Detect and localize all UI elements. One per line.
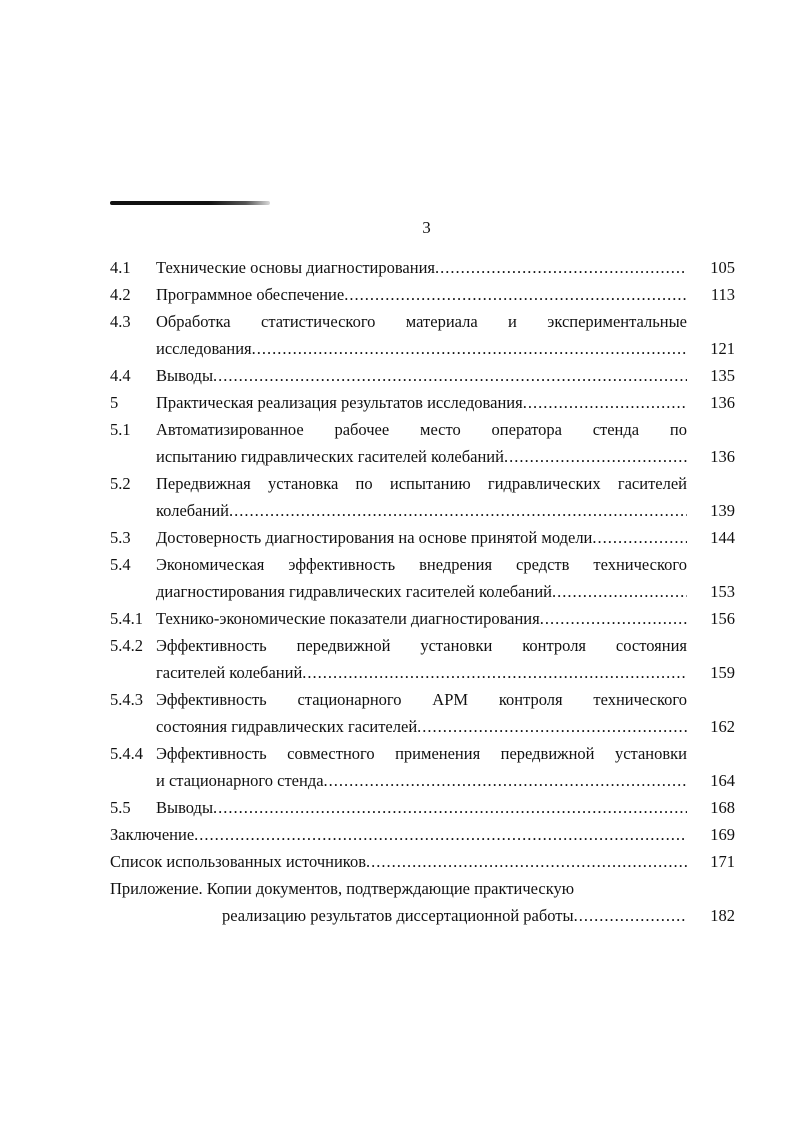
toc-entry-number: 5.5 [110, 798, 131, 817]
toc-entry-title: Выводы [156, 366, 214, 385]
toc-entry-references[interactable] [110, 848, 735, 875]
dot-leader [366, 848, 687, 875]
toc-entry-title: Обработка статистического материала и экспериментальные [156, 312, 687, 331]
toc-entry-page: 182 [710, 906, 735, 925]
toc-entry-title-cont: испытанию гидравлических гасителей колебаний [156, 447, 504, 466]
toc-entry-5-4-4[interactable] [110, 740, 735, 794]
dot-leader [213, 794, 687, 821]
toc-entry-5-5[interactable] [110, 794, 735, 821]
toc-entry-number: 5 [110, 393, 119, 412]
toc-entry-5-4-1[interactable] [110, 605, 735, 632]
toc-entry-page: 139 [710, 501, 735, 520]
scan-artifact-bar [110, 201, 270, 205]
toc-entry-appendix[interactable] [110, 875, 735, 929]
toc-entry-title-cont: реализацию результатов диссертационной работы [222, 906, 574, 925]
toc-entry-number: 4.1 [110, 258, 131, 277]
toc-entry-page: 121 [710, 339, 735, 358]
dot-leader [504, 443, 687, 470]
toc-entry-title-cont: диагностирования гидравлических гасителей колебаний [156, 582, 552, 601]
toc-entry-page: 153 [710, 582, 735, 601]
toc-entry-5-3[interactable] [110, 524, 735, 551]
toc-entry-4-1[interactable] [110, 254, 735, 281]
dot-leader [213, 362, 687, 389]
toc-entry-title: Передвижная установка по испытанию гидравлических гасителей [156, 474, 687, 493]
toc-entry-title: Экономическая эффективность внедрения средств технического [156, 555, 687, 574]
toc-entry-5[interactable] [110, 389, 735, 416]
toc-entry-number: 5.4.4 [110, 744, 143, 763]
toc-entry-conclusion[interactable] [110, 821, 735, 848]
toc-entry-title: Список использованных источников [110, 852, 366, 871]
toc-entry-page: 135 [710, 366, 735, 385]
toc-entry-page: 105 [710, 258, 735, 277]
toc-entry-number: 5.4.1 [110, 609, 143, 628]
toc-entry-4-4[interactable] [110, 362, 735, 389]
toc-entry-page: 168 [710, 798, 735, 817]
toc-entry-title-cont: и стационарного стенда [156, 771, 324, 790]
toc-entry-number: 4.3 [110, 312, 131, 331]
toc-entry-title: Программное обеспечение [156, 285, 345, 304]
dot-leader [552, 578, 687, 605]
toc-entry-number: 5.4 [110, 555, 131, 574]
toc-entry-number: 5.1 [110, 420, 131, 439]
toc-entry-title: Приложение. Копии документов, подтверждающие практическую [110, 879, 575, 898]
toc-entry-page: 171 [710, 852, 735, 871]
toc-entry-page: 156 [710, 609, 735, 628]
toc-entry-page: 136 [710, 447, 735, 466]
dot-leader [194, 821, 687, 848]
toc-entry-title: Заключение [110, 825, 195, 844]
toc-entry-title: Практическая реализация результатов исследования [156, 393, 523, 412]
toc-entry-5-4-3[interactable] [110, 686, 735, 740]
dot-leader [435, 254, 687, 281]
toc-entry-number: 4.2 [110, 285, 131, 304]
dot-leader [324, 767, 687, 794]
dot-leader [229, 497, 687, 524]
toc-entry-number: 5.2 [110, 474, 131, 493]
page-number: 3 [422, 218, 431, 237]
toc-entry-page: 169 [710, 825, 735, 844]
toc-entry-number: 5.4.3 [110, 690, 143, 709]
toc-entry-title-cont: исследования [156, 339, 252, 358]
table-of-contents [110, 254, 735, 929]
toc-entry-title-cont: гасителей колебаний [156, 663, 303, 682]
toc-entry-number: 5.4.2 [110, 636, 143, 655]
toc-entry-title: Автоматизированное рабочее место оператора стенда по [156, 420, 687, 439]
toc-entry-4-2[interactable] [110, 281, 735, 308]
dot-leader [344, 281, 687, 308]
dot-leader [592, 524, 687, 551]
dot-leader [574, 902, 687, 929]
toc-entry-title: Выводы [156, 798, 214, 817]
dot-leader [302, 659, 687, 686]
toc-entry-title: Эффективность передвижной установки контроля состояния [156, 636, 687, 655]
toc-entry-page: 144 [710, 528, 735, 547]
toc-entry-title: Технические основы диагностирования [156, 258, 436, 277]
toc-entry-page: 162 [710, 717, 735, 736]
toc-entry-5-4[interactable] [110, 551, 735, 605]
toc-entry-title-cont: колебаний [156, 501, 229, 520]
toc-entry-title: Достоверность диагностирования на основе принятой модели [156, 528, 593, 547]
toc-entry-4-3[interactable] [110, 308, 735, 362]
toc-entry-5-2[interactable] [110, 470, 735, 524]
toc-entry-page: 113 [710, 285, 735, 304]
toc-entry-title-cont: состояния гидравлических гасителей [156, 717, 418, 736]
toc-entry-5-4-2[interactable] [110, 632, 735, 686]
toc-entry-number: 4.4 [110, 366, 131, 385]
toc-entry-title: Эффективность совместного применения передвижной установки [156, 744, 687, 763]
toc-entry-page: 136 [710, 393, 735, 412]
toc-entry-title: Технико-экономические показатели диагностирования [156, 609, 540, 628]
toc-entry-5-1[interactable] [110, 416, 735, 470]
toc-entry-page: 164 [710, 771, 735, 790]
toc-entry-number: 5.3 [110, 528, 131, 547]
toc-entry-title: Эффективность стационарного АРМ контроля технического [156, 690, 687, 709]
dot-leader [252, 335, 687, 362]
toc-entry-page: 159 [710, 663, 735, 682]
dot-leader [540, 605, 687, 632]
dot-leader [523, 389, 687, 416]
dot-leader [417, 713, 687, 740]
